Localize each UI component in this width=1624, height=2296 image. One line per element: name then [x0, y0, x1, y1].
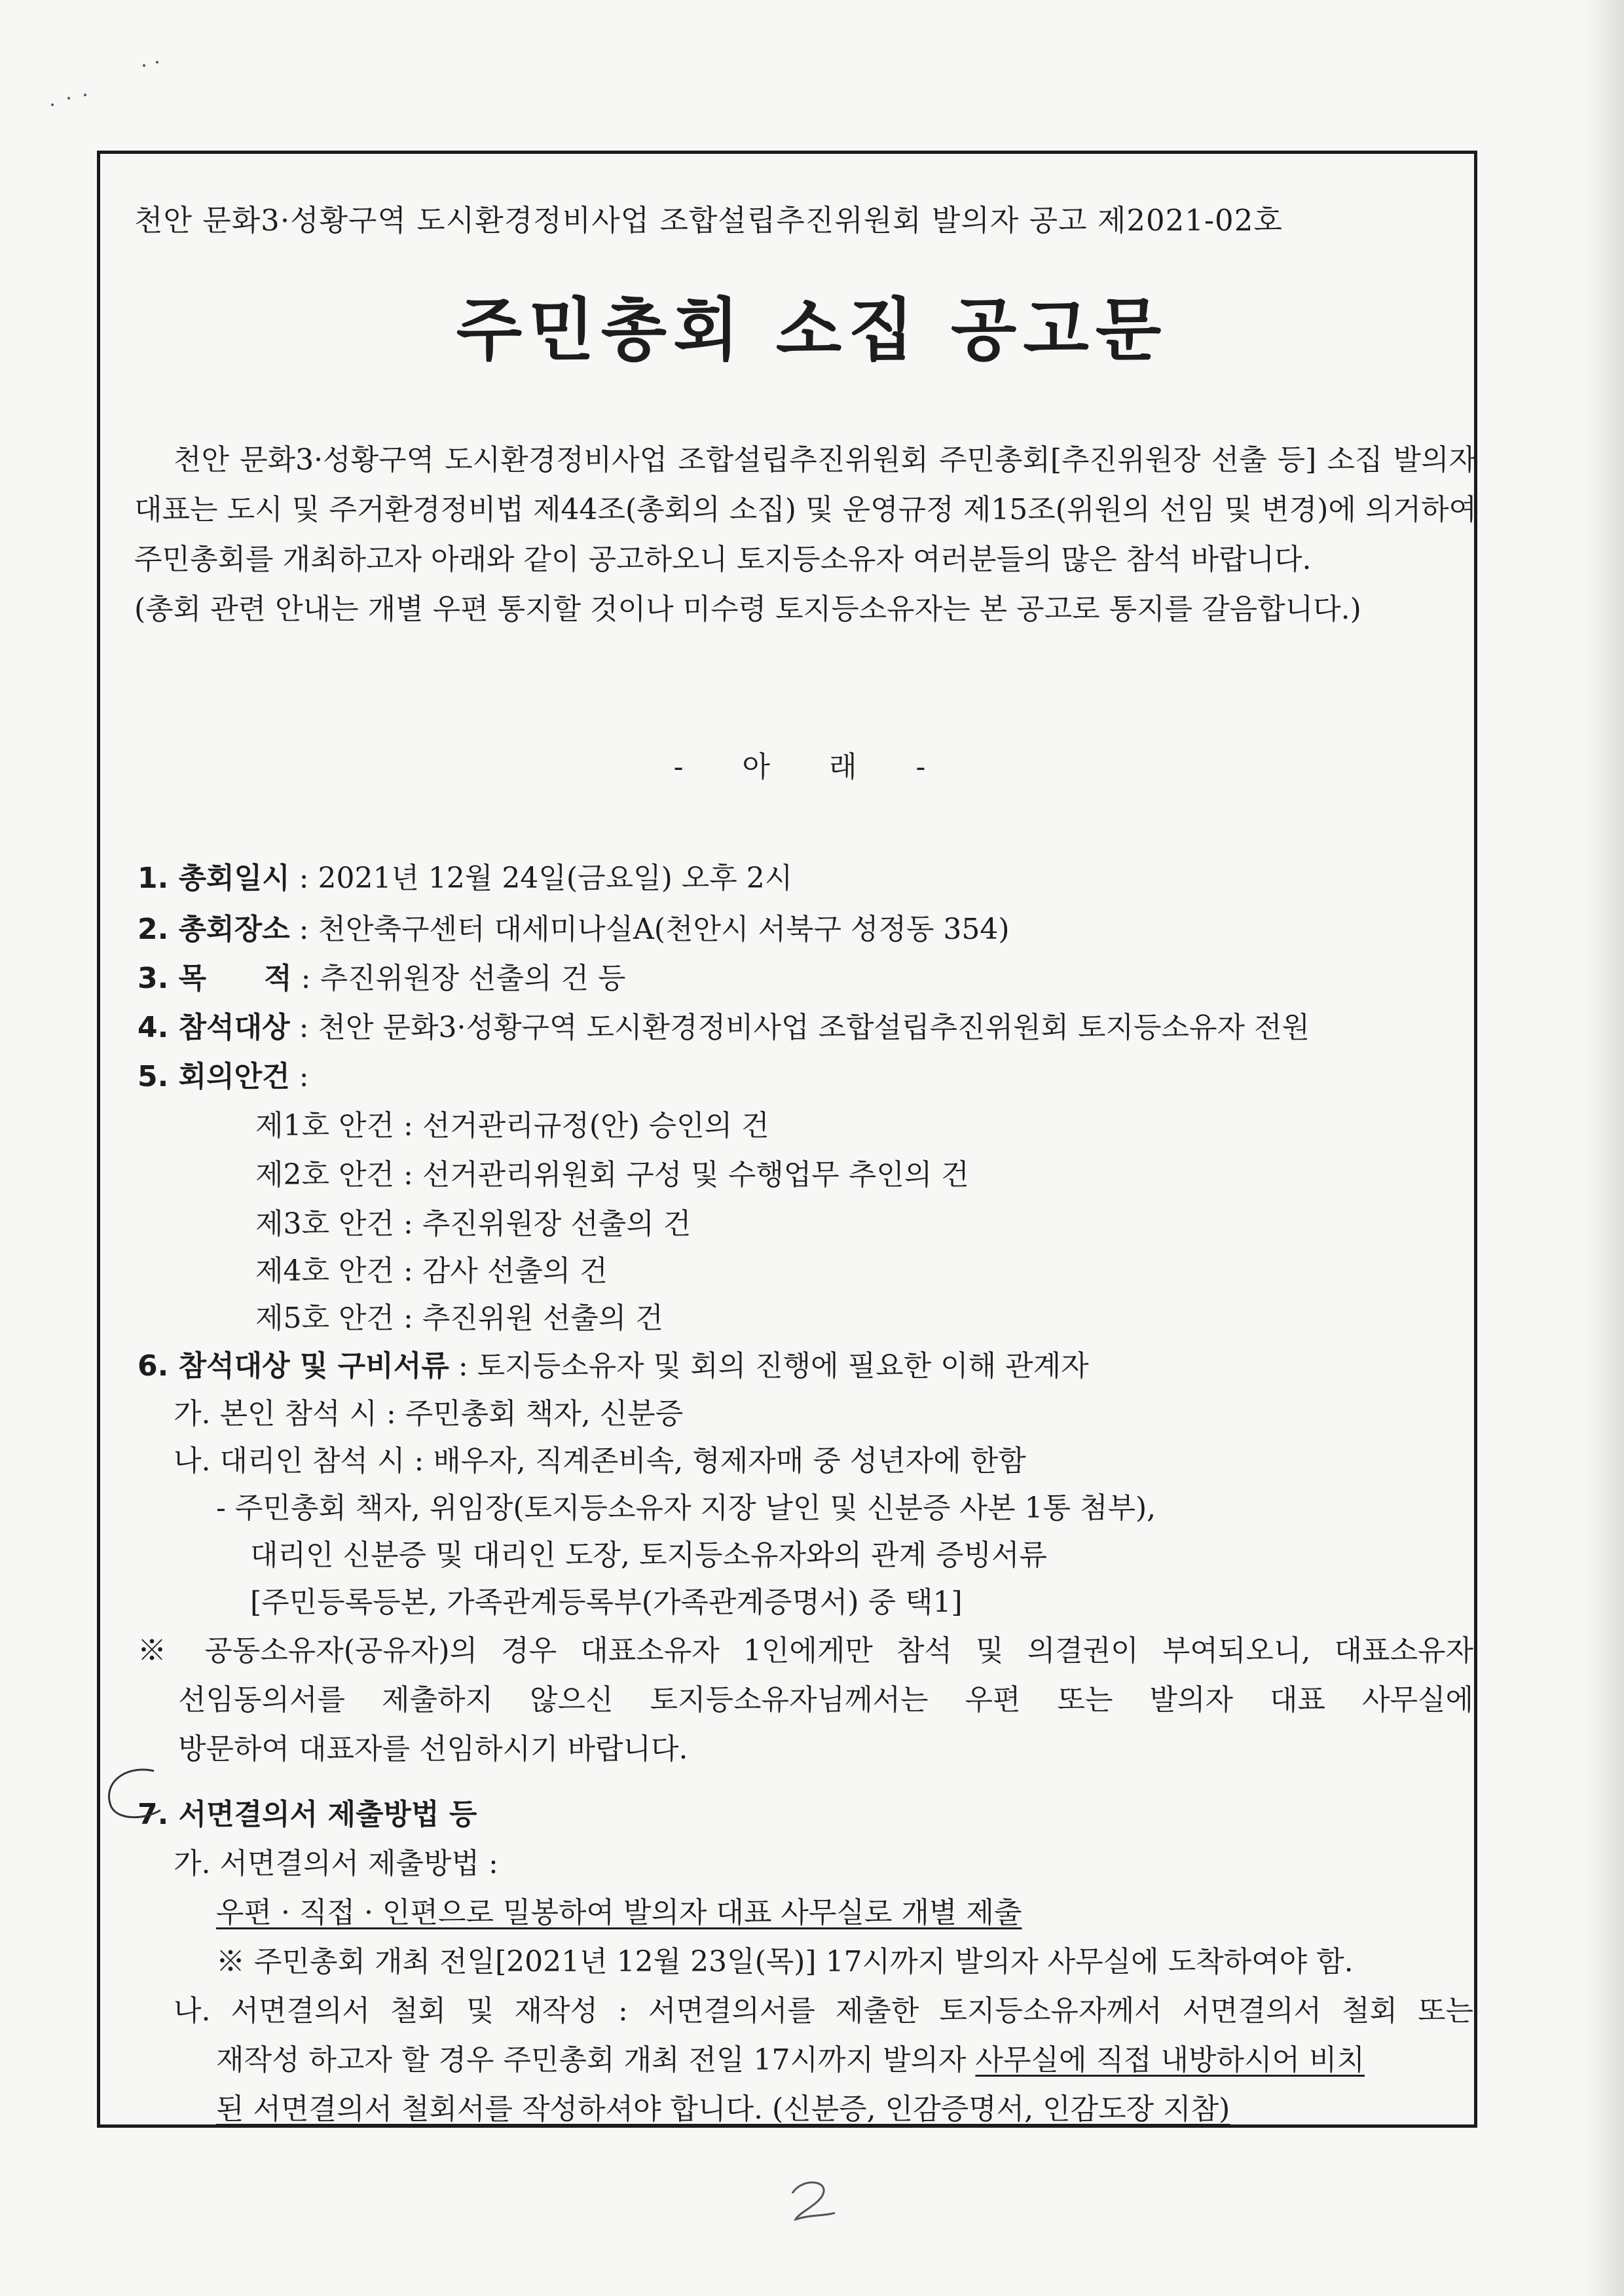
withdrawal-line-3: 된 서면결의서 철회서를 작성하셔야 합니다. (신분증, 인감증명서, 인감도장 지참) [216, 2092, 1230, 2126]
co-owner-note-line-1: ※ 공동소유자(공유자)의 경우 대표소유자 1인에게만 참석 및 의결권이 부여되오니, 대표소유자 [138, 1634, 1473, 1667]
scan-speck-marks [46, 52, 177, 118]
withdrawal-line-2-underlined: 사무실에 직접 내방하시어 비치 [975, 2043, 1365, 2077]
item-agenda [138, 1053, 308, 1095]
co-owner-note-line-2: 선임동의서를 제출하지 않으신 토지등소유자님께서는 우편 또는 발의자 대표 사무실에 [178, 1683, 1473, 1717]
withdrawal-line-2-text: 재작성 하고자 할 경우 주민총회 개최 전일 17시까지 발의자 [216, 2043, 976, 2077]
agenda-item-2: 제2호 안건 : 선거관리위원회 구성 및 수행업무 추인의 건 [255, 1158, 969, 1192]
intro-paragraph [134, 435, 1477, 634]
item-value: : 토지등소유자 및 회의 진행에 필요한 이해 관계자 [449, 1349, 1089, 1383]
submission-deadline-note: ※ 주민총회 개최 전일[2021년 12월 23일(목)] 17시까지 발의자 사무실에 도착하여야 함. [216, 1945, 1354, 1978]
agenda-item-3: 제3호 안건 : 추진위원장 선출의 건 [255, 1207, 692, 1241]
withdrawal-line-2 [216, 2036, 1365, 2078]
item-label: 5. 회의안건 [138, 1060, 290, 1093]
proxy-docs-line-3: [주민등록등본, 가족관계등록부(가족관계증명서) 중 택1] [250, 1586, 963, 1619]
item-meeting-datetime [138, 854, 792, 896]
withdrawal-line-1: 나. 서면결의서 철회 및 재작성 : 서면결의서를 제출한 토지등소유자께서 서면결의서 철회 또는 [174, 1994, 1473, 2028]
section-heading-below: - 아 래 - [673, 750, 951, 784]
item-label: 1. 총회일시 [138, 862, 290, 895]
proxy-docs-line-1: - 주민총회 책자, 위임장(토지등소유자 지장 날인 및 신분증 사본 1통 첨부), [216, 1491, 1156, 1525]
item-attendees [138, 1004, 1310, 1046]
handwritten-circle-mark [98, 1764, 170, 1823]
intro-line-2: 대표는 도시 및 주거환경정비법 제44조(총회의 소집) 및 운영규정 제15조(위원의 선임 및 변경)에 의거하여 [134, 493, 1477, 526]
page-title: 주민총회 소집 공고문 [456, 290, 1168, 370]
handwritten-page-mark [783, 2174, 841, 2226]
item-value: : 추진위원장 선출의 건 등 [291, 962, 626, 995]
item-label: 6. 참석대상 및 구비서류 [138, 1349, 449, 1383]
sub-item-self: 가. 본인 참석 시 : 주민총회 책자, 신분증 [174, 1397, 684, 1430]
item-required-documents [138, 1342, 1089, 1384]
notice-number: 천안 문화3·성황구역 도시환경정비사업 조합설립추진위원회 발의자 공고 제2021-02호 [134, 203, 1283, 238]
item-meeting-place [138, 905, 1010, 947]
item-label: 2. 총회장소 [138, 913, 290, 946]
sub-item-proxy: 나. 대리인 참석 시 : 배우자, 직계존비속, 형제자매 중 성년자에 한함 [174, 1444, 1026, 1478]
sub-item-submission-method: 가. 서면결의서 제출방법 : [174, 1847, 498, 1880]
item-written-resolution: 7. 서면결의서 제출방법 등 [138, 1798, 477, 1831]
intro-line-1: 천안 문화3·성황구역 도시환경정비사업 조합설립추진위원회 주민총회[추진위원장 선출 등] 소집 발의자 [174, 443, 1477, 477]
item-value: : 2021년 12월 24일(금요일) 오후 2시 [289, 862, 793, 895]
co-owner-note-line-3: 방문하여 대표자를 선임하시기 바랍니다. [178, 1732, 688, 1766]
intro-line-4: (총회 관련 안내는 개별 우편 통지할 것이나 미수령 토지등소유자는 본 공고로 통지를 갈음합니다.) [134, 592, 1361, 626]
agenda-item-5: 제5호 안건 : 추진위원 선출의 건 [255, 1302, 663, 1335]
item-purpose [138, 955, 625, 996]
submission-method-detail: 우편 · 직접 · 인편으로 밀봉하여 발의자 대표 사무실로 개별 제출 [216, 1896, 1022, 1929]
item-value: : 천안 문화3·성황구역 도시환경정비사업 조합설립추진위원회 토지등소유자 전원 [289, 1011, 1310, 1044]
agenda-item-1: 제1호 안건 : 선거관리규정(안) 승인의 건 [255, 1109, 769, 1142]
item-label: 4. 참석대상 [138, 1011, 290, 1044]
item-value: : 천안축구센터 대세미나실A(천안시 서북구 성정동 354) [289, 913, 1010, 946]
item-value: : [289, 1060, 309, 1093]
intro-line-3: 주민총회를 개최하고자 아래와 같이 공고하오니 토지등소유자 여러분들의 많은 참석 바랍니다. [134, 543, 1312, 576]
item-label: 3. 목 적 [138, 962, 292, 995]
agenda-item-4: 제4호 안건 : 감사 선출의 건 [255, 1254, 608, 1288]
proxy-docs-line-2: 대리인 신분증 및 대리인 도장, 토지등소유자와의 관계 증빙서류 [250, 1539, 1047, 1572]
